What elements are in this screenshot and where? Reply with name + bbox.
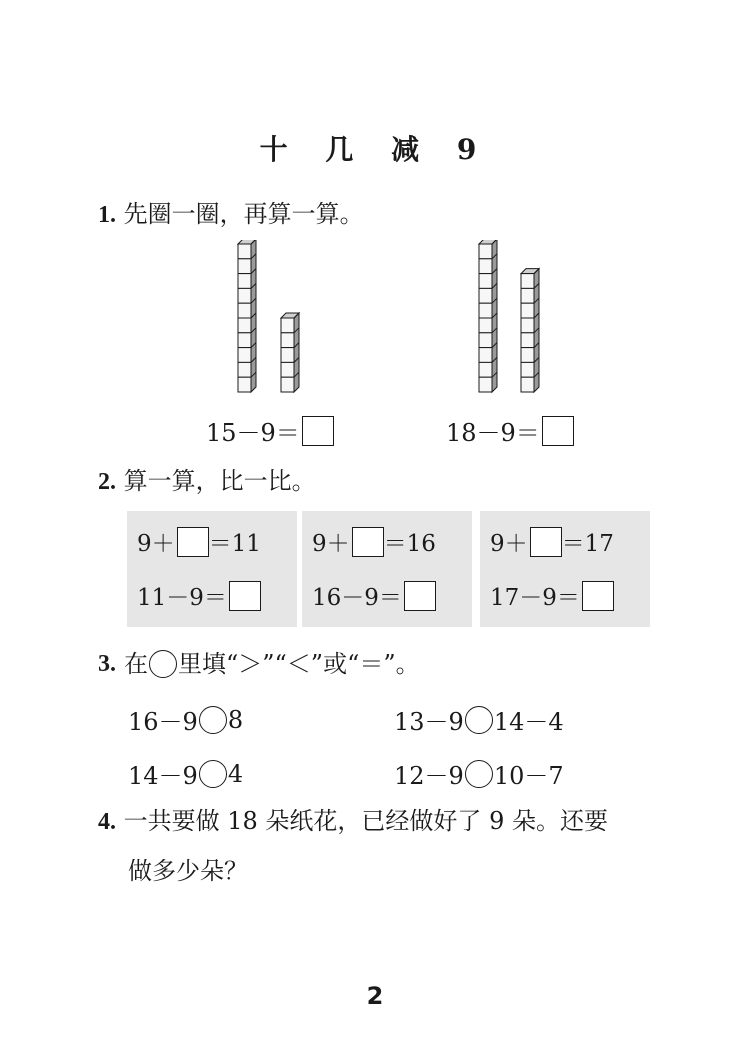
subtraction-text: 11－9＝ [137,585,227,611]
compare-right: 8 [227,705,244,734]
compare-circle[interactable] [199,706,227,734]
answer-box[interactable] [352,527,384,557]
cube-stack-left-short [281,313,299,392]
cube-stack-left-tall [238,240,256,392]
answer-box[interactable] [530,527,562,557]
page-title: 十 几 减 9 [259,133,491,166]
addition-suffix: ＝11 [208,531,261,557]
cube-stacks-illustration [225,240,555,396]
addition-suffix: ＝16 [383,531,436,557]
compare-right: 4 [227,759,244,788]
compare-item-4 [394,756,564,791]
cube [281,377,294,392]
answer-box[interactable] [177,527,209,557]
cube [479,288,492,303]
cube [521,318,534,333]
compare-left: 16－9 [128,708,198,736]
question-1 [98,196,364,233]
cube [479,259,492,274]
answer-box[interactable] [229,581,261,611]
cube-stack-right-short [521,269,539,392]
cube [521,303,534,318]
answer-box[interactable] [542,416,574,446]
question-3 [98,646,420,682]
compare-left: 14－9 [128,762,198,790]
cube [521,274,534,289]
cube [238,362,251,377]
cube [521,348,534,363]
question-2 [98,463,316,500]
page-number: 2 [366,982,384,1010]
cube [238,274,251,289]
compare-circle[interactable] [465,706,493,734]
cube [281,333,294,348]
compare-item-3 [128,756,243,791]
question-2-number: 2. [98,469,116,495]
question-4-number: 4. [98,809,116,835]
cube [281,362,294,377]
cube [479,333,492,348]
practice-panel-2 [302,511,472,627]
cube [281,318,294,333]
answer-box[interactable] [302,416,334,446]
question-4-line-2: 做多少朵？ [128,857,248,885]
question-3-text-before: 在 [124,650,148,678]
compare-item-1 [128,702,243,737]
question-3-text-after: 里填“＞”“＜”或“＝”。 [178,650,420,678]
cube [521,333,534,348]
cube [479,303,492,318]
compare-right: 10－7 [493,762,564,790]
equation-15-minus-9 [206,413,334,448]
equation-text: 15－9＝ [206,419,300,447]
cube [238,259,251,274]
cube [238,377,251,392]
cube [479,244,492,259]
cube [521,288,534,303]
practice-panel-3 [480,511,650,627]
cube [479,377,492,392]
cube [521,362,534,377]
cube-stack-right-tall [479,240,497,392]
answer-box[interactable] [404,581,436,611]
equation-18-minus-9 [446,413,574,448]
cube [238,244,251,259]
compare-right: 14－4 [493,708,564,736]
question-1-number: 1. [98,202,116,228]
question-1-text: 先圈一圈，再算一算。 [123,200,364,228]
question-3-number: 3. [98,651,116,677]
cube [281,348,294,363]
question-4 [98,803,608,840]
cube [479,274,492,289]
addition-suffix: ＝17 [561,531,614,557]
question-2-text: 算一算，比一比。 [123,467,316,495]
cube [479,348,492,363]
compare-item-2 [394,702,564,737]
cube [521,377,534,392]
cube [479,318,492,333]
addition-prefix: 9＋ [137,531,175,557]
cube [238,348,251,363]
addition-prefix: 9＋ [490,531,528,557]
cube [238,303,251,318]
question-4-line-1: 一共要做 18 朵纸花，已经做好了 9 朵。还要 [123,807,608,835]
compare-circle[interactable] [199,760,227,788]
practice-panel-1 [127,511,297,627]
circle-symbol-icon [149,650,177,678]
cube [238,333,251,348]
subtraction-text: 17－9＝ [490,585,580,611]
compare-circle[interactable] [465,760,493,788]
compare-left: 12－9 [394,762,464,790]
cube [238,318,251,333]
equation-text: 18－9＝ [446,419,540,447]
cube [479,362,492,377]
compare-left: 13－9 [394,708,464,736]
answer-box[interactable] [582,581,614,611]
cube [238,288,251,303]
addition-prefix: 9＋ [312,531,350,557]
subtraction-text: 16－9＝ [312,585,402,611]
